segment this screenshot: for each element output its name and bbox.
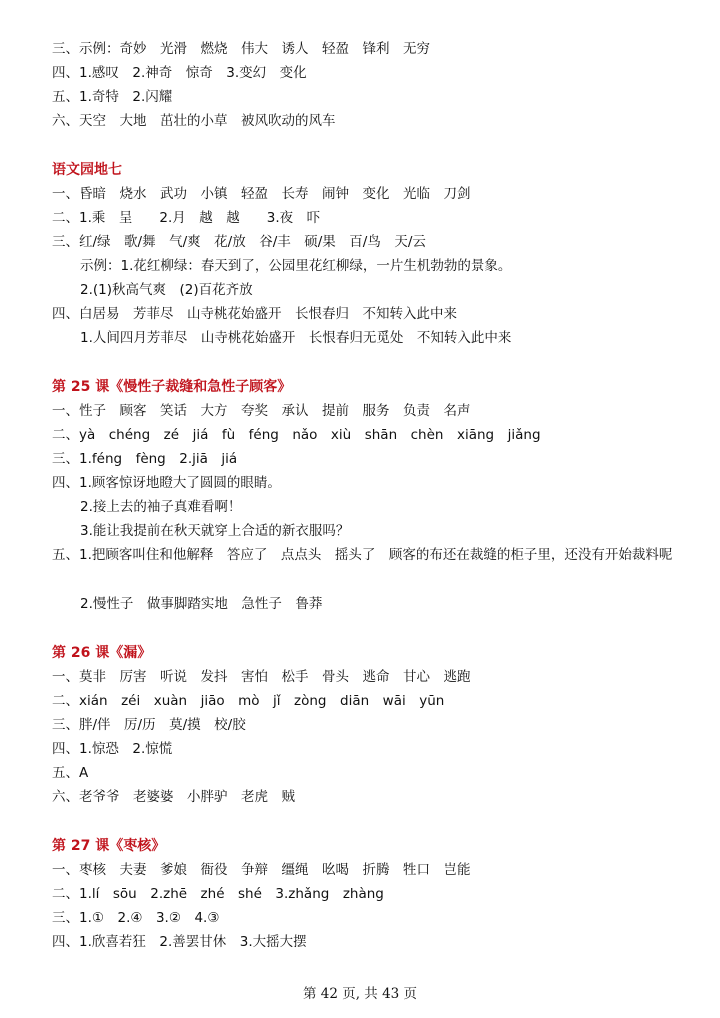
section-heading: 第 26 课《漏》 (52, 645, 152, 661)
text-line: 五、1.把顾客叫住和他解释 答应了 点点头 摇头了 顾客的布还在裁缝的柜子里，还没有开始裁料呢 (52, 547, 673, 563)
text-line: 一、莫非 厉害 听说 发抖 害怕 松手 骨头 逃命 甘心 逃跑 (52, 669, 471, 685)
text-line: 三、胖/伴 厉/历 莫/摸 校/胶 (52, 717, 246, 733)
text-line: 二、xián zéi xuàn jiāo mò jǐ zòng diān wāi yūn (52, 693, 445, 709)
text-line: 一、枣核 夫妻 爹娘 衙役 争辩 缰绳 吆喝 折腾 牲口 岂能 (52, 862, 471, 878)
text-line: 示例：1.花红柳绿：春天到了，公园里花红柳绿，一片生机勃勃的景象。 (80, 258, 512, 274)
text-line: 三、1.féng fèng 2.jiā jiá (52, 451, 238, 467)
text-line: 二、1.乘 呈 2.月 越 越 3.夜 吓 (52, 210, 321, 226)
text-line: 一、性子 顾客 笑话 大方 夸奖 承认 提前 服务 负责 名声 (52, 403, 471, 419)
text-line: 四、1.感叹 2.神奇 惊奇 3.变幻 变化 (52, 65, 307, 81)
text-line: 四、1.惊恐 2.惊慌 (52, 741, 173, 757)
section-heading: 第 27 课《枣核》 (52, 838, 166, 854)
section-heading: 第 25 课《慢性子裁缝和急性子顾客》 (52, 379, 292, 395)
text-line: 1.人间四月芳菲尽 山寺桃花始盛开 长恨春归无觅处 不知转入此中来 (80, 330, 512, 346)
text-line: 三、红/绿 歌/舞 气/爽 花/放 谷/丰 硕/果 百/鸟 天/云 (52, 234, 426, 250)
text-line: 2.接上去的袖子真难看啊！ (80, 499, 242, 515)
text-line: 三、示例：奇妙 光滑 燃烧 伟大 诱人 轻盈 锋利 无穷 (52, 41, 430, 57)
text-line: 2.(1)秋高气爽 (2)百花齐放 (80, 282, 253, 298)
text-line: 3.能让我提前在秋天就穿上合适的新衣服吗？ (80, 523, 350, 539)
text-line: 三、1.① 2.④ 3.② 4.③ (52, 910, 220, 926)
text-line: 二、1.lí sōu 2.zhē zhé shé 3.zhǎng zhàng (52, 886, 384, 902)
text-line: 四、1.顾客惊讶地瞪大了圆圆的眼睛。 (52, 475, 281, 491)
text-line: 一、昏暗 烧水 武功 小镇 轻盈 长寿 闹钟 变化 光临 刀剑 (52, 186, 471, 202)
text-line: 四、1.欣喜若狂 2.善罢甘休 3.大摇大摆 (52, 934, 307, 950)
text-line: 六、天空 大地 茁壮的小草 被风吹动的风车 (52, 113, 336, 129)
page-footer: 第 42 页, 共 43 页 (302, 986, 418, 1002)
text-line: 2.慢性子 做事脚踏实地 急性子 鲁莽 (80, 596, 323, 612)
text-line: 五、A (52, 765, 89, 781)
section-heading: 语文园地七 (52, 162, 122, 178)
text-line: 六、老爷爷 老婆婆 小胖驴 老虎 贼 (52, 789, 295, 805)
text-line: 二、yà chéng zé jiá fù féng nǎo xiù shān chèn xiāng jiǎng (52, 427, 541, 443)
text-line: 四、白居易 芳菲尽 山寺桃花始盛开 长恨春归 不知转入此中来 (52, 306, 457, 322)
text-line: 五、1.奇特 2.闪耀 (52, 89, 173, 105)
